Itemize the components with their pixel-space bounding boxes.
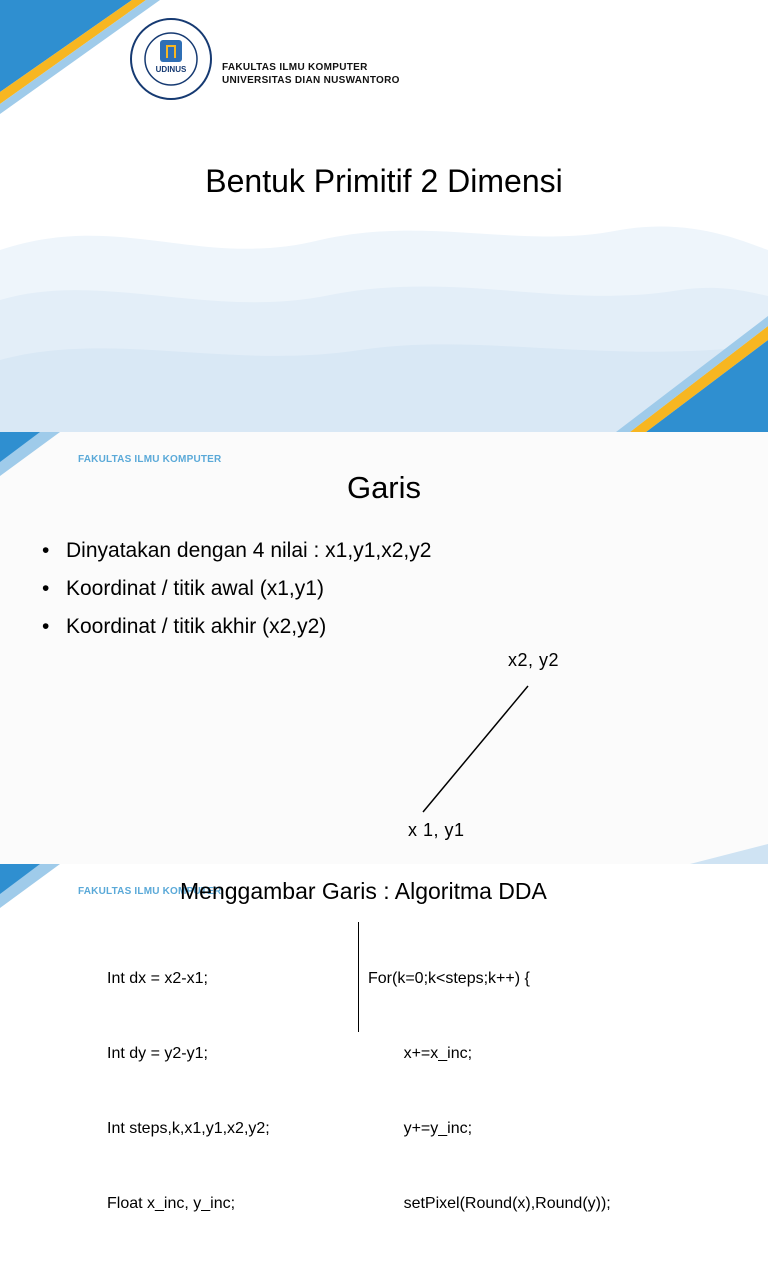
bullet-list <box>42 538 431 652</box>
slide-title: Garis <box>346 470 422 505</box>
code-block-left <box>107 916 270 1266</box>
code-line: y+=y_inc; <box>368 1120 473 1137</box>
faculty-header <box>222 61 400 87</box>
code-line: Int dy = y2-y1; <box>107 1045 208 1062</box>
start-point-label: x 1, y1 <box>408 820 465 840</box>
university-name: UNIVERSITAS DIAN NUSWANTORO <box>222 75 400 86</box>
slide-title: Bentuk Primitif 2 Dimensi <box>205 163 563 199</box>
code-block-right <box>368 916 611 1266</box>
title-slide <box>0 0 768 432</box>
slide-title: Menggambar Garis : Algoritma DDA <box>180 878 547 904</box>
code-line: Int dx = x2-x1; <box>107 970 208 987</box>
logo-text: UDINUS <box>155 65 187 74</box>
faculty-name: FAKULTAS ILMU KOMPUTER <box>222 62 368 73</box>
code-line: Int steps,k,x1,y1,x2,y2; <box>107 1120 270 1137</box>
code-line: For(k=0;k<steps;k++) { <box>368 970 530 987</box>
code-line: Float x_inc, y_inc; <box>107 1195 236 1212</box>
faculty-label: FAKULTAS ILMU KOMPUTER <box>78 454 222 465</box>
university-logo <box>130 18 212 100</box>
bullet-item: • Dinyatakan dengan 4 nilai : x1,y1,x2,y2 <box>42 538 431 576</box>
bullet-item: • Koordinat / titik akhir (x2,y2) <box>42 614 431 652</box>
code-line: x+=x_inc; <box>368 1045 473 1062</box>
bullet-item: • Koordinat / titik awal (x1,y1) <box>42 576 431 614</box>
code-line: setPixel(Round(x),Round(y)); <box>368 1195 611 1212</box>
dda-slide <box>0 864 768 1212</box>
end-point-label: x2, y2 <box>508 650 560 670</box>
faculty-label: FAKULTAS ILMU KOMPUTER <box>78 886 222 897</box>
garis-slide <box>0 432 768 864</box>
column-divider <box>358 922 359 1032</box>
